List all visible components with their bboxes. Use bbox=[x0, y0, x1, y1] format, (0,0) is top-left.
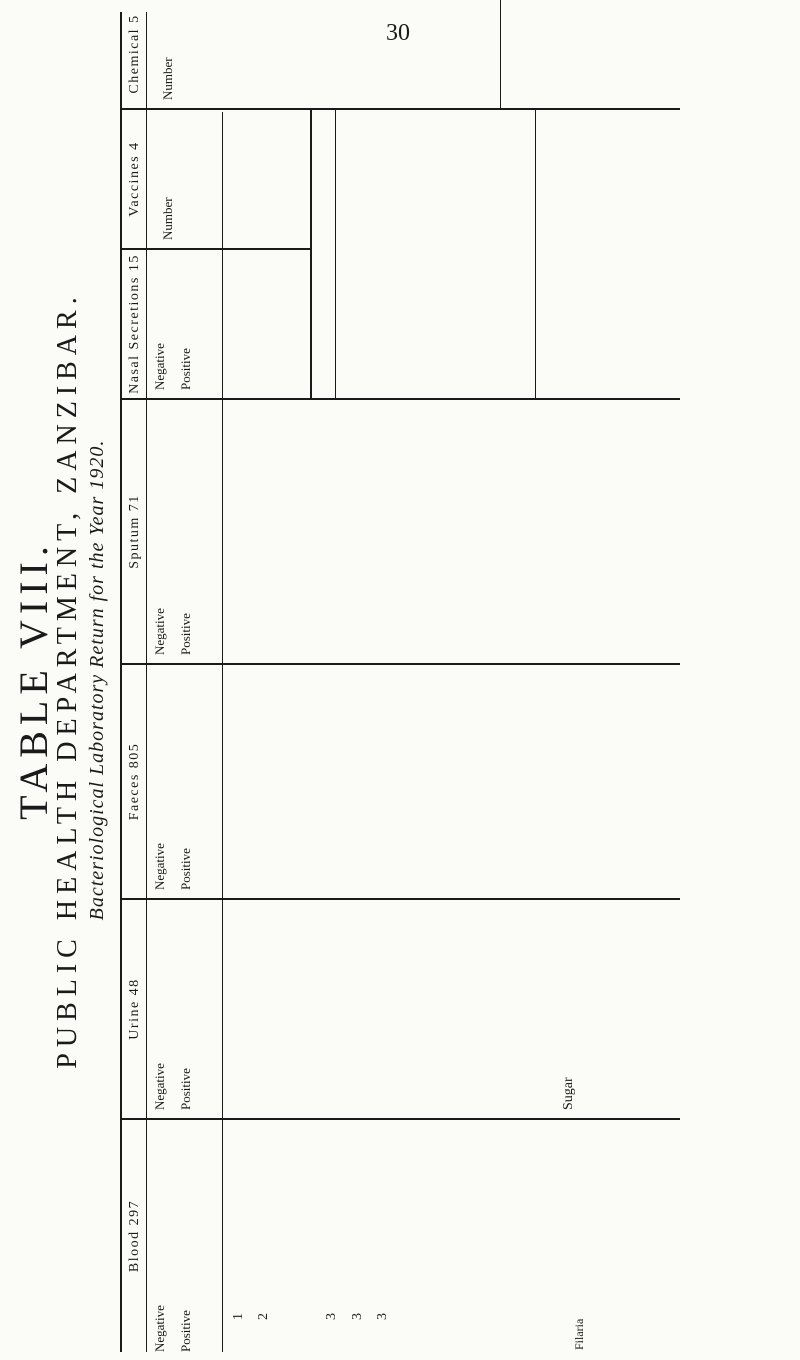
blood-positive-column: 2 3 3 bbox=[256, 1313, 390, 1320]
blood-negative-column: 1 3 bbox=[231, 1313, 365, 1320]
blood-section-title: Blood 297 bbox=[127, 1199, 142, 1273]
table-title: TABLE VIII. bbox=[11, 540, 56, 820]
report-subheading: Bacteriological Laboratory Return for the Year 1920. bbox=[86, 439, 108, 921]
urine-negative-header: Negative bbox=[152, 1063, 167, 1110]
faeces-positive-header: Positive bbox=[178, 848, 193, 890]
column-header-rule bbox=[222, 112, 223, 1352]
rat-divider-rule bbox=[310, 110, 312, 400]
pathological-rule bbox=[500, 0, 501, 110]
vaccines-section-title: Vaccines 4 bbox=[127, 141, 142, 217]
faeces-section-title: Faeces 805 bbox=[127, 742, 142, 821]
section-title-rule bbox=[146, 12, 147, 1352]
urine-section-title: Urine 48 bbox=[127, 978, 142, 1040]
department-heading: PUBLIC HEALTH DEPARTMENT, ZANZIBAR. bbox=[52, 291, 83, 1069]
faeces-sputum-divider bbox=[120, 663, 680, 665]
chemical-section-title: Chemical 5 bbox=[127, 14, 142, 94]
nasal-negative-header: Negative bbox=[152, 343, 167, 390]
table-top-rule bbox=[120, 12, 122, 1352]
blood-urine-divider bbox=[120, 1118, 680, 1120]
sputum-negative-header: Negative bbox=[152, 608, 167, 655]
sputum-nasal-divider bbox=[120, 398, 680, 400]
nasal-positive-header: Positive bbox=[178, 348, 193, 390]
urine-tests-label-block: Sugar bbox=[561, 1077, 576, 1110]
urine-positive-header: Positive bbox=[178, 1068, 193, 1110]
sputum-positive-header: Positive bbox=[178, 613, 193, 655]
sputum-section-title: Sputum 71 bbox=[127, 494, 142, 569]
misc-header-rule bbox=[535, 110, 536, 400]
nasal-section-title: Nasal Secretions 15 bbox=[127, 254, 142, 394]
blood-positive-header: Positive bbox=[178, 1310, 193, 1352]
faeces-negative-header: Negative bbox=[152, 843, 167, 890]
vaccines-number-header: Number bbox=[160, 197, 175, 240]
nasal-vaccines-divider bbox=[120, 248, 310, 250]
vaccines-chemical-divider bbox=[120, 108, 680, 110]
page-number: 30 bbox=[386, 20, 410, 46]
blood-tests-label-block: Filaria bbox=[572, 1318, 586, 1350]
rat-lower-rule bbox=[335, 110, 336, 400]
chemical-number-header: Number bbox=[160, 57, 175, 100]
blood-negative-header: Negative bbox=[152, 1305, 167, 1352]
urine-faeces-divider bbox=[120, 898, 680, 900]
